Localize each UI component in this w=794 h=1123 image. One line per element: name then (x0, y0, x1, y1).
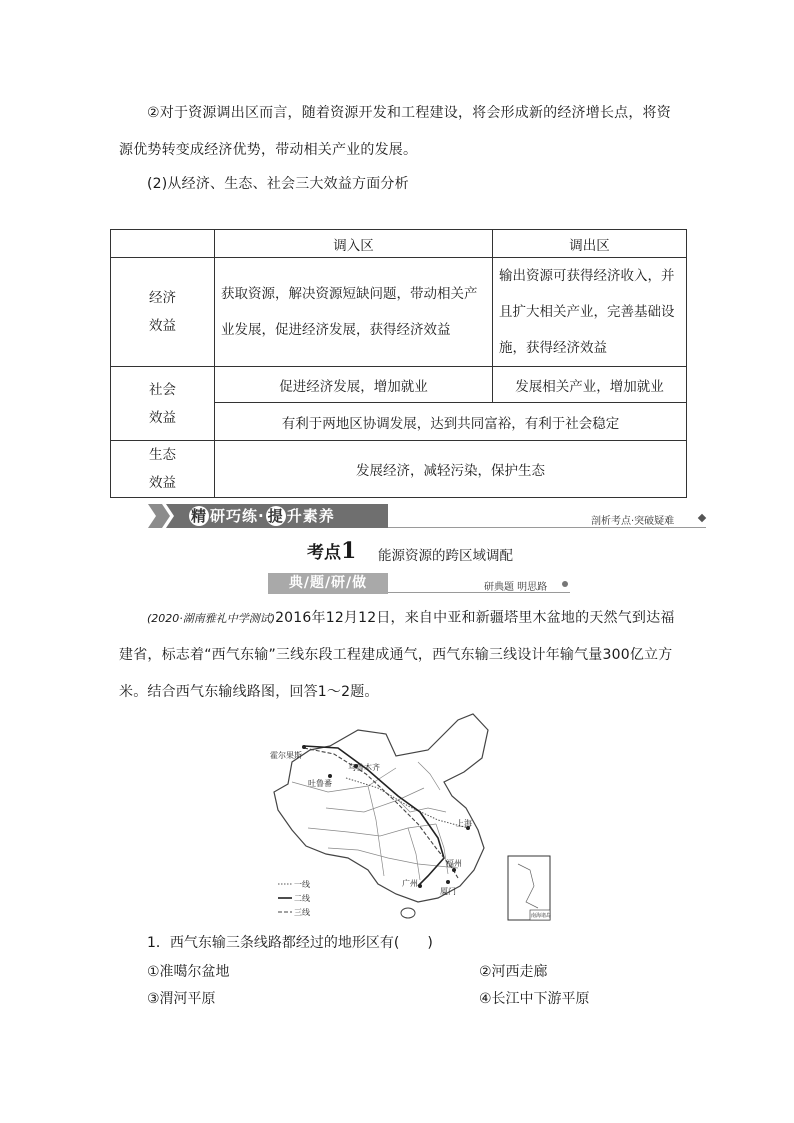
legend-line-2: 二线 (294, 894, 310, 903)
social-import-cell: 促进经济发展，增加就业 (215, 367, 493, 403)
economic-import-cell: 获取资源，解决资源短缺问题，带动相关产业发展，促进经济发展，获得经济效益 (215, 258, 493, 367)
row-label-ecological: 生态 效益 (111, 441, 215, 498)
legend-line-3: 三线 (294, 908, 310, 917)
pipeline-line-3 (304, 748, 458, 878)
diamond-icon (698, 514, 706, 522)
section-banner-title: 精 研巧练· 提 升素养 (190, 507, 335, 525)
option-4: ④长江中下游平原 (479, 991, 590, 1007)
table-row-economic (111, 258, 687, 367)
banner-subtitle: 剖析考点·突破疑难 (591, 516, 675, 527)
table-row-social-1 (111, 367, 687, 403)
economic-export-cell: 输出资源可获得经济收入，并且扩大相关产业，完善基础设施，获得经济效益 (493, 258, 687, 367)
table-header-row (111, 230, 687, 258)
city-label-horgos: 霍尔果斯 (270, 751, 302, 760)
dot-icon (562, 581, 568, 587)
city-label-fuzhou: 福州 (446, 859, 462, 868)
row-label-economic: 经济 效益 (111, 258, 215, 367)
table-corner (111, 230, 215, 258)
city-label-guangzhou: 广州 (402, 879, 418, 888)
city-label-shanghai: 上海 (456, 819, 472, 828)
social-export-cell: 发展相关产业，增加就业 (493, 367, 687, 403)
dianyan-label: 典/题/研/做 (288, 575, 368, 591)
city-label-turpan: 吐鲁番 (308, 779, 332, 788)
kaodian-title: 能源资源的跨区域调配 (378, 548, 513, 564)
ecological-shared-cell: 发展经济，减轻污染，保护生态 (215, 441, 687, 498)
row-label-social: 社会 效益 (111, 367, 215, 441)
dianyan-subtitle: 研典题 明思路 (484, 582, 548, 593)
city-marker-xiamen (446, 880, 450, 884)
city-label-urumqi: 乌鲁木齐 (348, 763, 380, 772)
question-stem: (2020·湖南雅礼中学测试)2016年12月12日，来自中亚和新疆塔里木盆地的天然气到达福建省，标志着“西气东输”三线东段工程建成通气，西气东输三线设计年输气量300亿立方米。结合西气东输线路图，回答1～2题。 (119, 610, 675, 700)
section-heading: (2)从经济、生态、社会三大效益方面分析 (147, 176, 409, 192)
city-label-xiamen: 厦门 (440, 887, 456, 896)
table-row-ecological (111, 441, 687, 498)
intro-paragraph: ②对于资源调出区而言，随着资源开发和工程建设，将会形成新的经济增长点，将资源优势转变成经济优势，带动相关产业的发展。 (119, 105, 671, 158)
city-marker-fuzhou (452, 868, 456, 872)
option-3: ③渭河平原 (147, 991, 216, 1007)
china-outline (274, 714, 488, 902)
pipeline-map (268, 708, 558, 923)
question-1-stem: 1．西气东输三条线路都经过的地形区有( ) (147, 935, 433, 951)
header-export-region: 调出区 (493, 230, 687, 258)
city-marker-horgos (302, 745, 306, 749)
inset-label: 南海诸岛 (531, 913, 552, 919)
banner-rule (388, 527, 706, 528)
legend-line-1: 一线 (294, 880, 310, 889)
benefit-table (110, 229, 687, 498)
option-2: ②河西走廊 (479, 964, 548, 980)
city-marker-guangzhou (418, 884, 422, 888)
header-import-region: 调入区 (215, 230, 493, 258)
social-shared-cell: 有利于两地区协调发展，达到共同富裕，有利于社会稳定 (215, 403, 687, 441)
option-1: ①准噶尔盆地 (147, 964, 230, 980)
city-marker-turpan (328, 774, 332, 778)
kaodian-label: 考点1 (307, 538, 357, 564)
